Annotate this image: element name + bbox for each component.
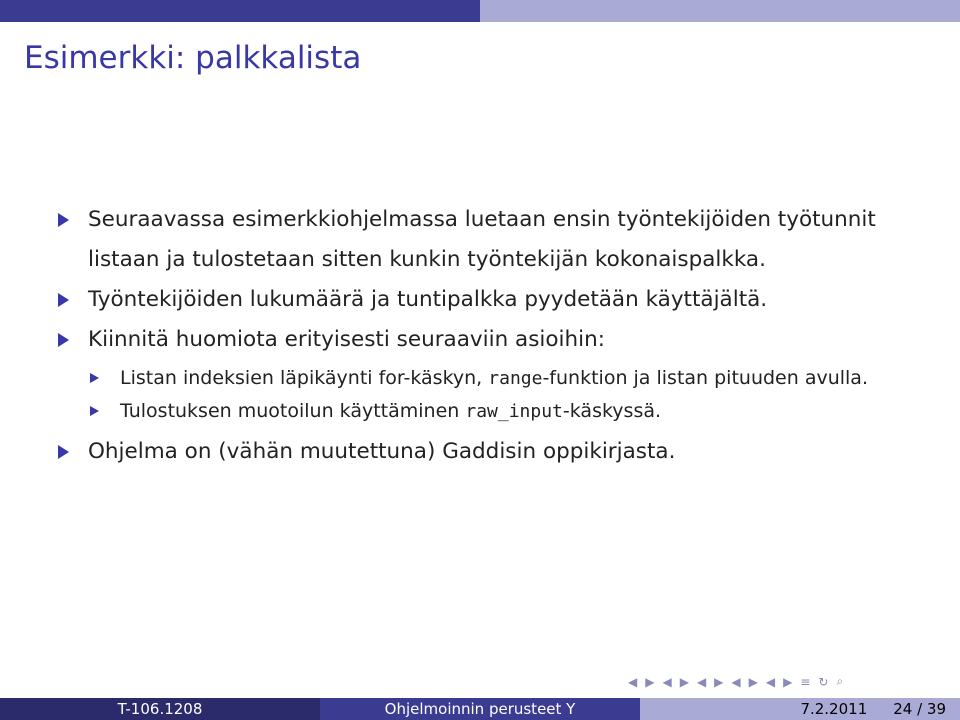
sub-bullet-item: [88, 362, 936, 395]
header-bar-dark: [0, 0, 480, 22]
footer-date: 7.2.2011: [800, 700, 868, 718]
bullet-item: [56, 200, 936, 280]
sub-bullet-item: [88, 395, 936, 428]
slide-content: [56, 200, 936, 472]
code-range: range: [488, 368, 543, 389]
bullet-text: Työntekijöiden lukumäärä ja tuntipalkka pyydetään käyttäjältä.: [88, 287, 768, 312]
slide-title: Esimerkki: palkkalista: [24, 40, 362, 76]
nav-next-section-icon[interactable]: ▶: [714, 674, 724, 689]
bullet-item: [56, 280, 936, 320]
footer-course: T-106.1208: [0, 698, 320, 720]
bullet-triangle-icon: [58, 293, 69, 307]
bullet-item: [56, 432, 936, 472]
header-bar-light: [480, 0, 960, 22]
bullet-triangle-icon: [58, 213, 69, 227]
nav-next-part-icon[interactable]: ▶: [748, 674, 758, 689]
nav-next-frame-icon[interactable]: ▶: [645, 674, 655, 689]
nav-prev-doc-icon[interactable]: ◀: [765, 674, 776, 689]
nav-prev-part-icon[interactable]: ◀: [731, 674, 741, 689]
sub-bullet-triangle-icon: [90, 406, 99, 416]
nav-next-doc-icon[interactable]: ▶: [783, 674, 793, 689]
bullet-text: Kiinnitä huomiota erityisesti seuraaviin asioihin:: [88, 327, 605, 352]
nav-prev-frame-icon[interactable]: ◀: [628, 674, 638, 689]
nav-prev-section-icon[interactable]: ◀: [696, 674, 707, 689]
footer-page-number: 24 / 39: [893, 700, 946, 718]
nav-next-subsection-icon[interactable]: ▶: [679, 674, 689, 689]
sub-bullet-text-post: -funktion ja listan pituuden avulla.: [542, 367, 868, 389]
beamer-navigation: [626, 674, 845, 689]
footer-course-name: Ohjelmoinnin perusteet Y: [320, 698, 640, 720]
sub-bullet-text-pre: Listan indeksien läpikäynti for-käskyn,: [120, 367, 489, 389]
nav-search-icon[interactable]: ⌕: [836, 674, 844, 688]
footer-info: [640, 698, 960, 720]
code-raw-input: raw_input: [465, 401, 563, 422]
nav-back-icon[interactable]: ↻: [818, 674, 829, 689]
nav-menu-icon[interactable]: ≡: [800, 674, 811, 689]
sub-bullet-text-pre: Tulostuksen muotoilun käyttäminen: [120, 400, 466, 422]
bullet-item: [56, 320, 936, 360]
footer-bar: [0, 698, 960, 720]
bullet-text: Seuraavassa esimerkkiohjelmassa luetaan ensin työntekijöiden työtunnit listaan ja tulostetaan sitten kunkin työntekijän kokonaispalkka.: [88, 207, 876, 272]
sub-bullet-text-post: -käskyssä.: [562, 400, 662, 422]
bullet-triangle-icon: [58, 333, 69, 347]
bullet-triangle-icon: [58, 445, 69, 459]
nav-prev-subsection-icon[interactable]: ◀: [662, 674, 672, 689]
sub-bullet-triangle-icon: [90, 373, 99, 383]
header-bar: [0, 0, 960, 22]
sub-bullet-list: [88, 362, 936, 428]
bullet-text: Ohjelma on (vähän muutettuna) Gaddisin oppikirjasta.: [88, 439, 676, 464]
